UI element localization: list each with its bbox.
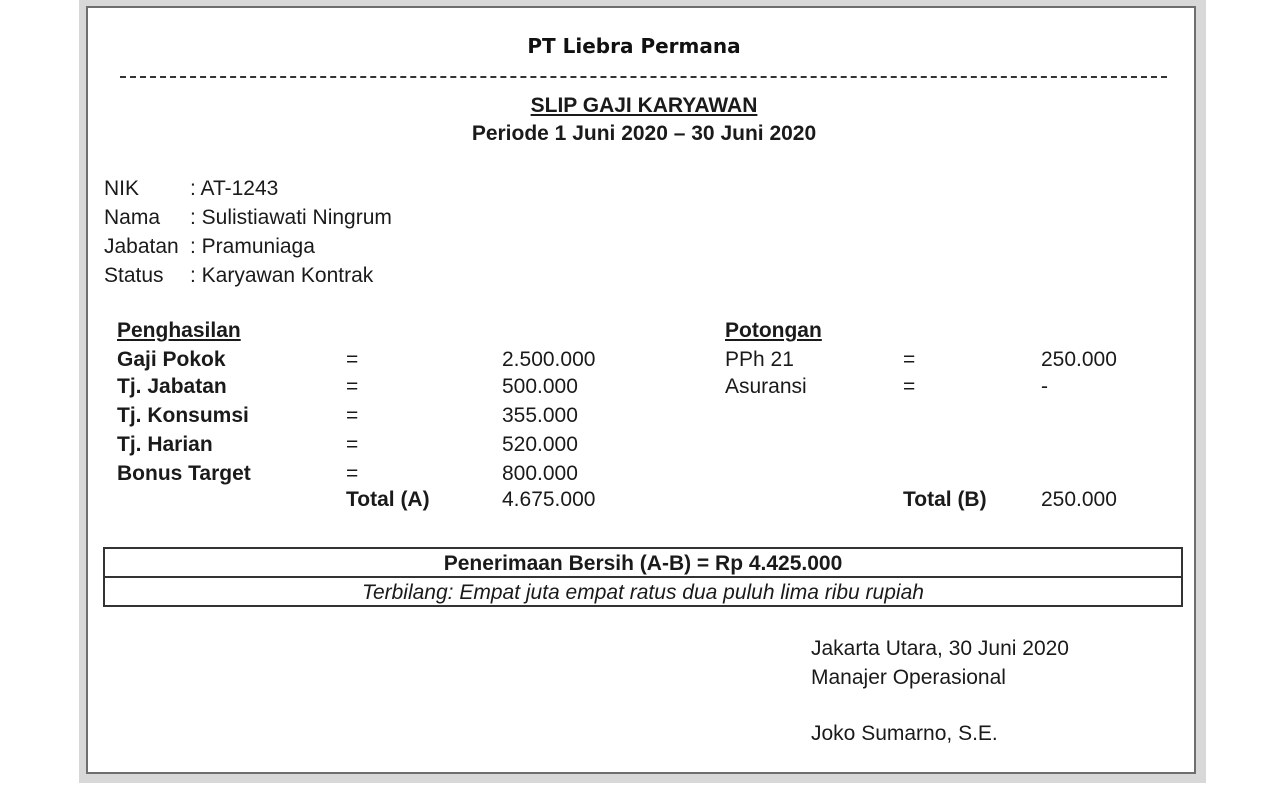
deduction-label: PPh 21	[725, 348, 794, 371]
income-amount: 500.000	[502, 375, 578, 398]
net-pay-box	[103, 547, 1183, 578]
info-value: : Pramuniaga	[190, 235, 315, 258]
income-label: Tj. Harian	[117, 433, 213, 456]
spelled-amount-text: Terbilang: Empat juta empat ratus dua puluh lima ribu rupiah	[362, 581, 924, 604]
info-value: : Sulistiawati Ningrum	[190, 206, 392, 229]
info-value: : AT-1243	[190, 177, 279, 200]
income-label: Tj. Jabatan	[117, 375, 227, 398]
deduction-amount: 250.000	[1041, 348, 1117, 371]
equals-sign: =	[346, 404, 359, 427]
equals-sign: =	[903, 375, 916, 398]
info-value: : Karyawan Kontrak	[190, 264, 374, 287]
income-label: Bonus Target	[117, 462, 251, 485]
equals-sign: =	[346, 433, 359, 456]
income-label: Tj. Konsumsi	[117, 404, 249, 427]
deduction-total-label: Total (B)	[903, 488, 987, 511]
deduction-heading: Potongan	[725, 319, 822, 342]
info-label: Nama	[104, 206, 161, 229]
equals-sign: =	[346, 375, 359, 398]
equals-sign: =	[903, 348, 916, 371]
income-amount: 2.500.000	[502, 348, 596, 371]
dashed-divider	[120, 76, 1167, 78]
income-total-amount: 4.675.000	[502, 488, 596, 511]
slip-title: SLIP GAJI KARYAWAN	[530, 94, 758, 117]
equals-sign: =	[346, 348, 359, 371]
info-label: NIK	[104, 177, 140, 200]
spelled-amount-box	[103, 576, 1183, 607]
company-name: PT Liebra Permana	[527, 34, 741, 58]
income-amount: 800.000	[502, 462, 578, 485]
signature-name: Joko Sumarno, S.E.	[811, 722, 998, 745]
deduction-amount: -	[1041, 375, 1048, 398]
equals-sign: =	[346, 462, 359, 485]
income-total-label: Total (A)	[346, 488, 430, 511]
net-pay-text: Penerimaan Bersih (A-B) = Rp 4.425.000	[443, 552, 843, 575]
info-label: Status	[104, 264, 164, 287]
slip-period: Periode 1 Juni 2020 – 30 Juni 2020	[471, 122, 817, 145]
deduction-label: Asuransi	[725, 375, 807, 398]
info-label: Jabatan	[104, 235, 179, 258]
signature-position: Manajer Operasional	[811, 666, 1006, 689]
income-label: Gaji Pokok	[117, 348, 226, 371]
income-heading: Penghasilan	[117, 319, 241, 342]
income-amount: 355.000	[502, 404, 578, 427]
deduction-total-amount: 250.000	[1041, 488, 1117, 511]
income-amount: 520.000	[502, 433, 578, 456]
signature-place-date: Jakarta Utara, 30 Juni 2020	[811, 637, 1069, 660]
